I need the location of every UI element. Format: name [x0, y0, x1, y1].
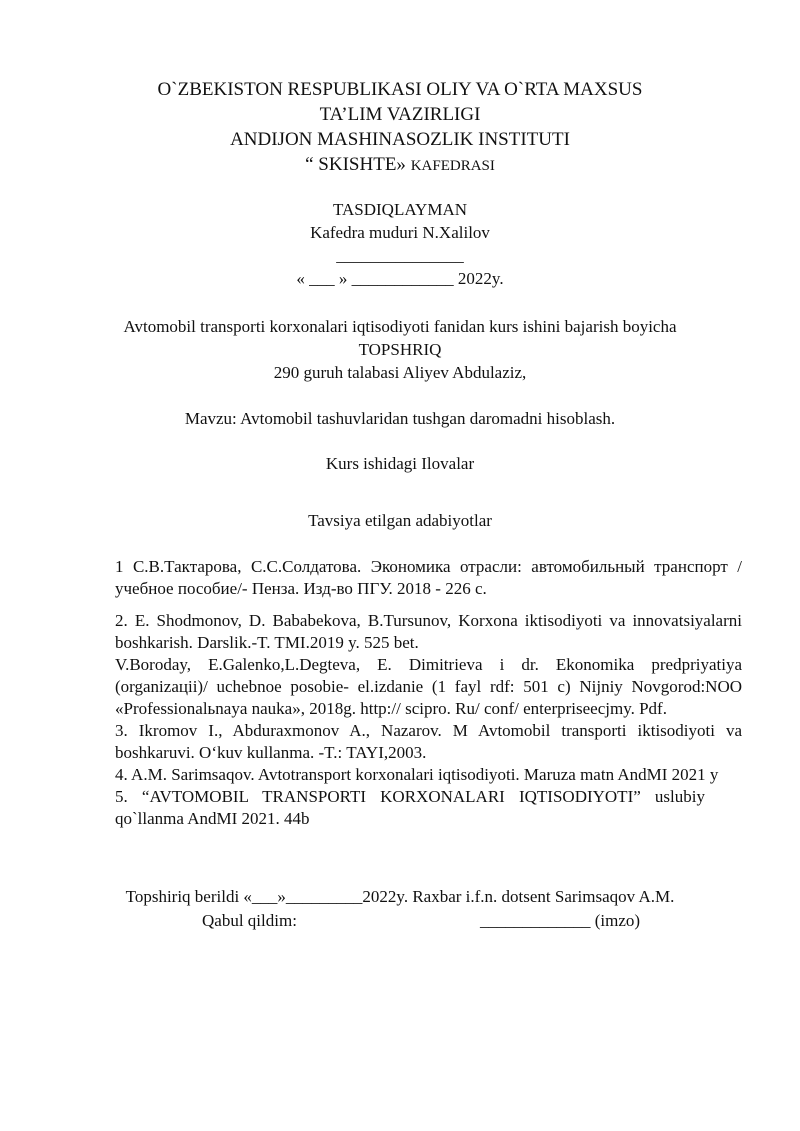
- department-main: “ SKISHTE»: [305, 154, 406, 175]
- reference-2b-text: V.Boroday, E.Galenko,L.Degteva, E. Dimitrieva i dr. Ekonomika predpriyatiya (organizaціі)/ uchebnoe posobie- el.izdanie (1 fayl rdf: 501 c) Nijniy Novgorod:NOO «Professionalьnaya nauka», 2018g. http:// scipro. Ru/ conf/ enterpriseecjmy. Pdf.: [115, 655, 742, 718]
- assignment-student: 290 guruh talabasi Aliyev Abdulaziz,: [273, 363, 527, 382]
- reference-list: [115, 610, 742, 830]
- reference-1: [115, 556, 742, 600]
- literature-heading: Tavsiya etilgan adabiyotlar: [308, 511, 492, 530]
- received-label: Qabul qildim:: [202, 911, 297, 930]
- department-name: [0, 153, 800, 178]
- assignment-label: TOPSHRIQ: [358, 340, 442, 359]
- approval-title: TASDIQLAYMAN: [332, 200, 468, 219]
- approval-date-line: « ___ » ____________ 2022y.: [296, 269, 504, 288]
- approval-signer: Kafedra muduri N.Xalilov: [310, 223, 490, 242]
- assignment-topic: Mavzu: Avtomobil tashuvlaridan tushgan daromadni hisoblash.: [184, 409, 616, 428]
- assignment-subject: Avtomobil transporti korxonalari iqtisodiyoti fanidan kurs ishini bajarish boyicha: [123, 317, 677, 336]
- approval-signature-line: _______________: [336, 246, 464, 265]
- reference-4-text: 4. A.M. Sarimsaqov. Avtotransport korxonalari iqtisodiyoti. Maruza matn AndMI 2021 y: [115, 765, 719, 784]
- reference-3-text: 3. Ikromov I., Abduraxmonov A., Nazarov. M Avtomobil transporti iktisodiyoti va boshkaruvi. O‘kuv kullanma. -T.: TAYI,2003.: [115, 721, 742, 762]
- issued-line: Topshiriq berildi «___»_________2022y. Raxbar i.f.n. dotsent Sarimsaqov A.M.: [125, 887, 675, 906]
- ministry-title: O`ZBEKISTON RESPUBLIKASI OLIY VA O`RTA MAXSUS: [157, 79, 643, 100]
- institute-name: ANDIJON MASHINASOZLIK INSTITUTI: [230, 129, 570, 150]
- ministry-title-continued: TA’LIM VAZIRLIGI: [319, 104, 481, 125]
- reference-1-text: 1 С.В.Тактарова, С.С.Солдатова. Экономика отрасли: автомобильный транспорт /учебное пособие/- Пенза. Изд-во ПГУ. 2018 - 226 с.: [115, 557, 742, 598]
- reference-2-text: 2. E. Shodmonov, D. Bababekova, B.Tursunov, Korxona iktisodiyoti va innovatsiyalarni boshkarish. Darslik.-T. TMI.2019 y. 525 bet.: [115, 611, 742, 652]
- department-suffix: KAFEDRASI: [410, 158, 495, 174]
- received-signature: _____________ (imzo): [480, 911, 641, 930]
- appendices-heading: Kurs ishidagi Ilovalar: [325, 454, 475, 473]
- reference-5-text: 5. “AVTOMOBIL TRANSPORTI KORXONALARI IQTISODIYOTI” uslubiy qo`llanma AndMI 2021. 44b: [115, 787, 705, 828]
